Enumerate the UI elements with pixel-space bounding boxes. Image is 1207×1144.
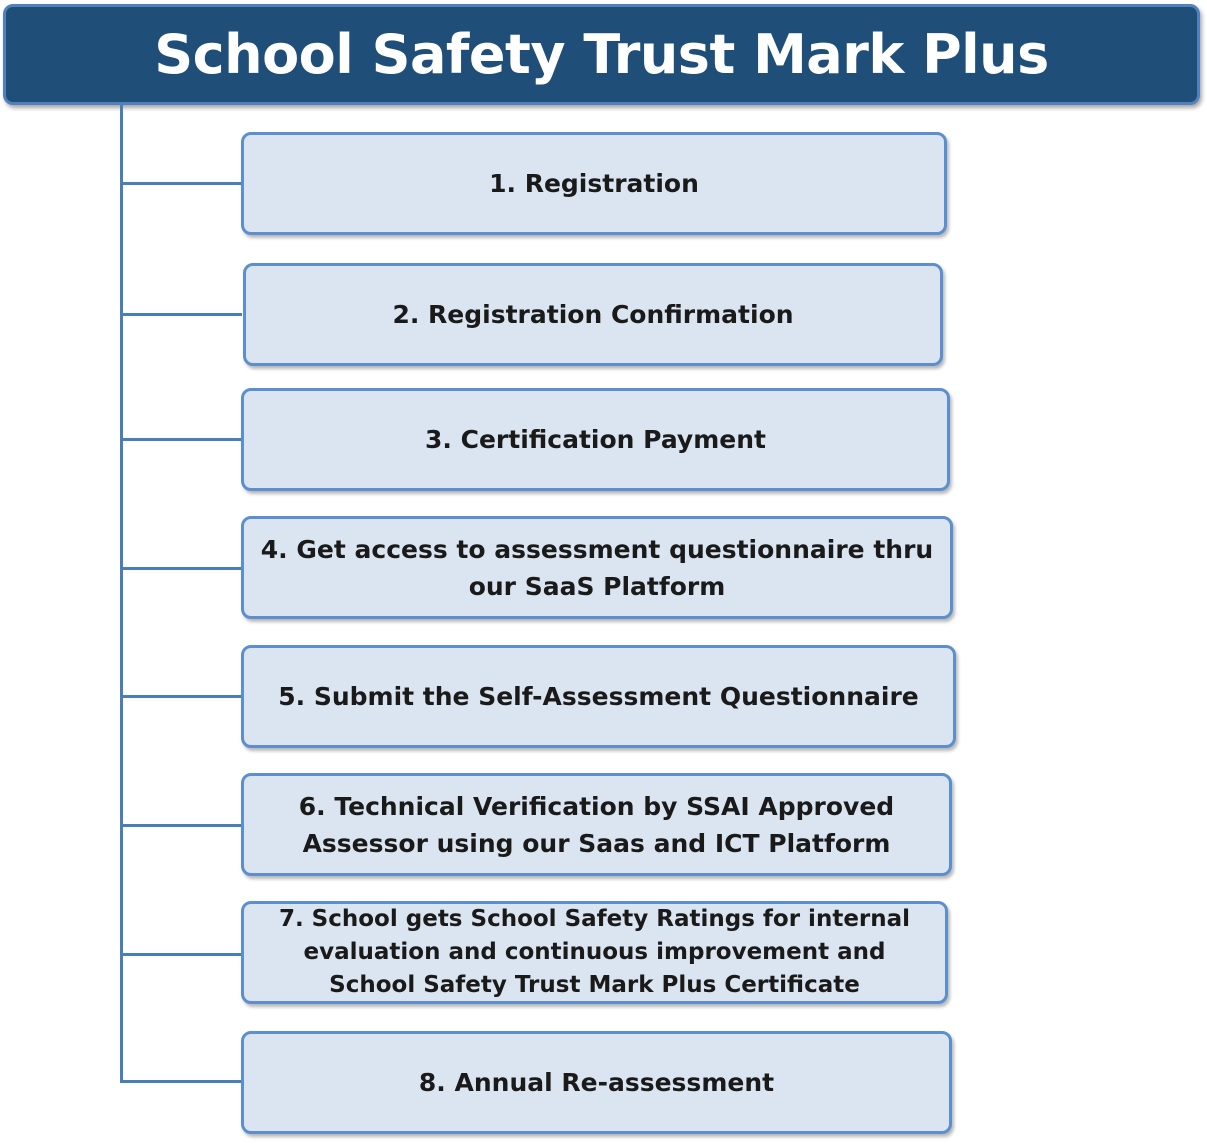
step-box-5 bbox=[241, 645, 956, 748]
connector-branch-8 bbox=[120, 1080, 242, 1083]
step-box-4 bbox=[241, 516, 953, 619]
connector-trunk bbox=[120, 105, 123, 1083]
connector-branch-6 bbox=[120, 824, 242, 827]
step-label-2: 2. Registration Confirmation bbox=[392, 300, 794, 329]
step-label-7: 7. School gets School Safety Ratings for internal evaluation and continuous improvement and School Safety Trust Mark Plus Certificate bbox=[278, 906, 911, 998]
connector-branch-5 bbox=[120, 695, 242, 698]
step-box-3 bbox=[241, 388, 950, 491]
step-box-8 bbox=[241, 1031, 952, 1134]
step-label-1: 1. Registration bbox=[489, 169, 699, 198]
step-label-4: 4. Get access to assessment questionnaire thru our SaaS Platform bbox=[260, 534, 934, 601]
diagram-title: School Safety Trust Mark Plus bbox=[154, 23, 1049, 86]
connector-branch-4 bbox=[120, 567, 242, 570]
connector-branch-1 bbox=[120, 182, 242, 185]
step-box-6 bbox=[241, 773, 952, 876]
connector-branch-7 bbox=[120, 953, 242, 956]
step-label-6: 6. Technical Verification by SSAI Approved Assessor using our Saas and ICT Platform bbox=[298, 791, 895, 858]
step-box-7 bbox=[241, 901, 948, 1004]
step-box-1 bbox=[241, 132, 947, 235]
step-label-8: 8. Annual Re-assessment bbox=[418, 1068, 775, 1097]
connector-branch-2 bbox=[120, 313, 242, 316]
connector-branch-3 bbox=[120, 438, 242, 441]
step-box-2 bbox=[243, 263, 943, 366]
step-label-5: 5. Submit the Self-Assessment Questionnaire bbox=[278, 682, 919, 711]
title-banner bbox=[3, 4, 1200, 105]
step-label-3: 3. Certification Payment bbox=[425, 425, 766, 454]
